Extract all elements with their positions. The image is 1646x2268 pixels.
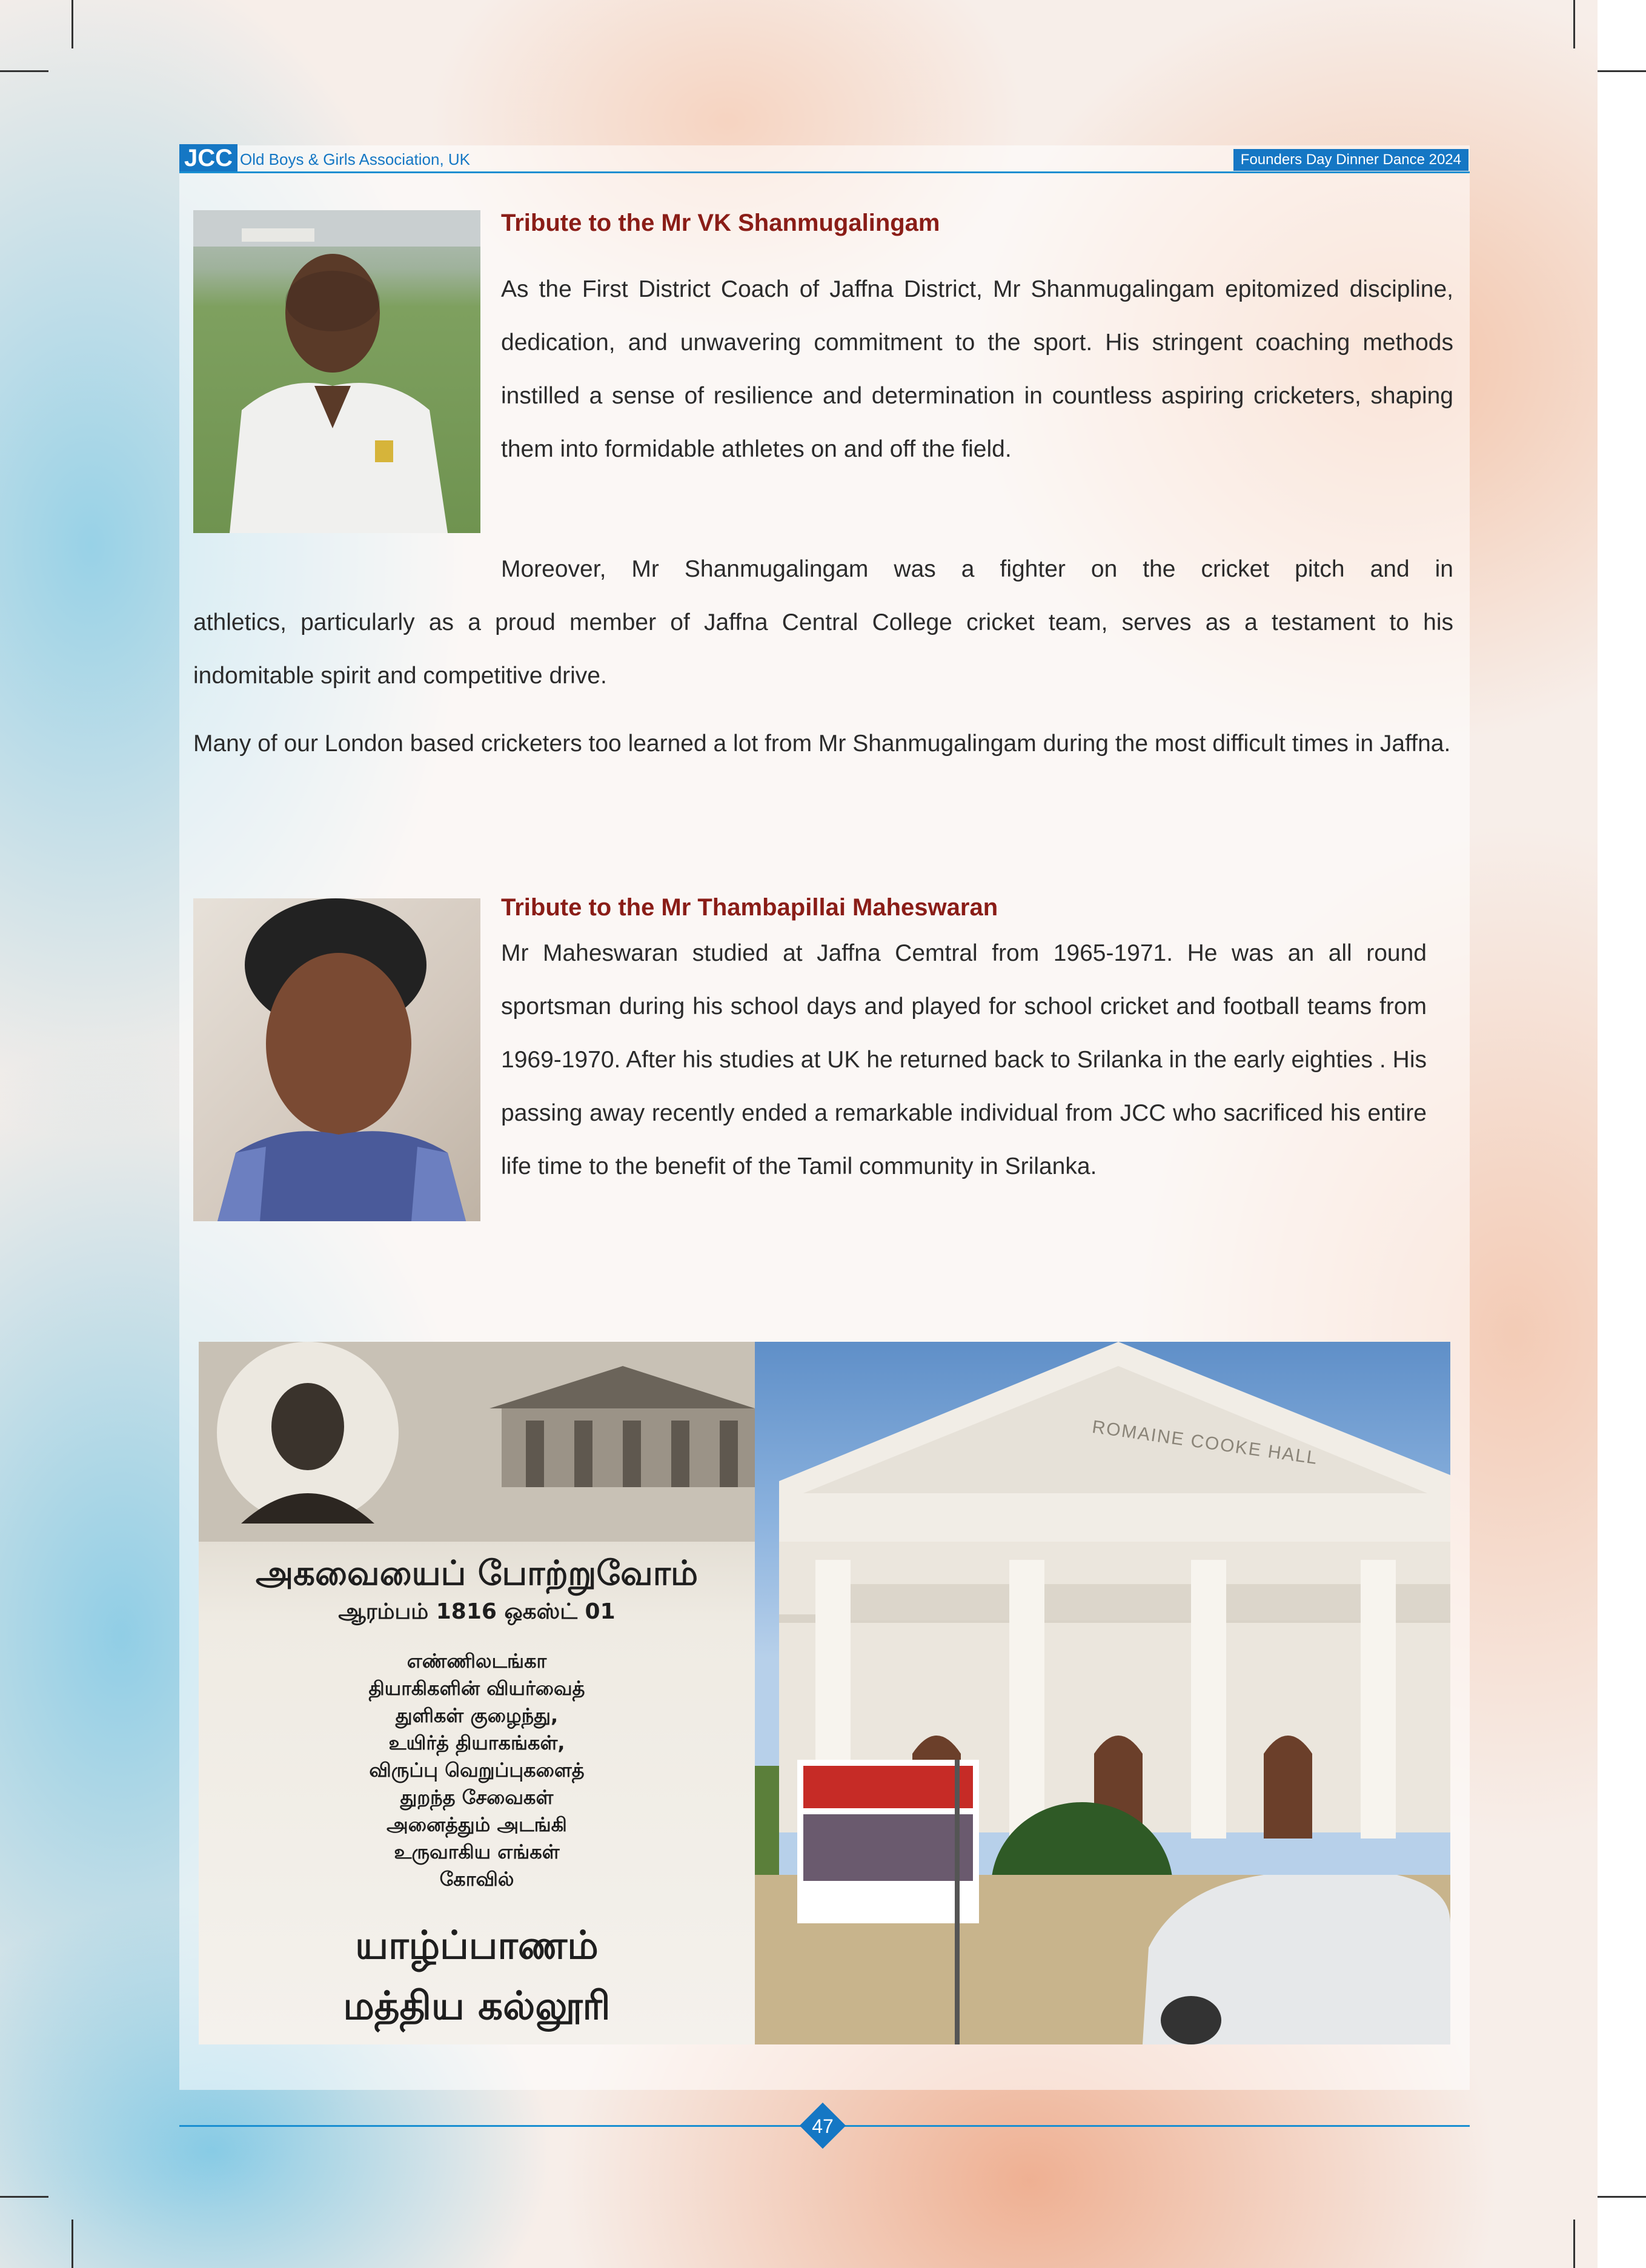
tribute-1-paragraph-2-rest: athletics, particularly as a proud member of Jaffna Central College cricket team, serves as a testament to his indomitable spirit and competitive drive. [193,609,1453,689]
poster-verse-line: எண்ணிலடங்கா [407,1650,547,1673]
poster-verse-line: துறந்த சேவைகள் [400,1786,554,1809]
event-badge: Founders Day Dinner Dance 2024 [1233,149,1468,171]
poster-verse [199,1648,755,1893]
crop-mark [1573,2220,1575,2268]
poster-founded: ஆரம்பம் 1816 ஒகஸ்ட் 01 [338,1599,616,1624]
crop-mark [1573,0,1575,48]
crop-mark [1598,2196,1646,2198]
poster-verse-line: கோவில் [439,1868,514,1891]
poster-school-line-2: மத்திய கல்லூரி [343,1984,611,2029]
crop-mark [1598,70,1646,72]
tribute-1-paragraph-1: As the First District Coach of Jaffna District, Mr Shanmugalingam epitomized discipline, dedication, and unwavering commitment to the sport. His stringent coaching methods instilled a sense of resilience and determination in countless aspiring cricketers, shaping them into formidable athletes on and off the field. [501,276,1453,462]
jaffna-central-college-poster [199,1342,755,2044]
page-margin [1598,0,1646,2268]
jcc-badge: JCC [179,144,237,172]
poster-verse-line: உயிர்த் தியாகங்கள், [388,1731,565,1754]
poster-verse-line: அனைத்தும் அடங்கி [387,1813,567,1836]
poster-school-line-1: யாழ்ப்பாணம் [355,1923,599,1968]
page-number: 47 [812,2115,834,2137]
header-divider [179,171,1470,173]
poster-heading: அகவையைப் போற்றுவோம் [255,1554,699,1593]
building-sign: ROMAINE COOKE HALL [1090,1416,1319,1469]
romaine-cooke-hall-photo [755,1342,1450,2044]
poster-verse-line: துளிகள் குழைந்து, [395,1704,559,1727]
crop-mark [71,2220,73,2268]
poster-verse-line: தியாகிகளின் வியர்வைத் [368,1677,585,1700]
poster-verse-line: விருப்பு வெறுப்புகளைத் [369,1759,585,1782]
tribute-1-paragraph-3: Many of our London based cricketers too learned a lot from Mr Shanmugalingam during the most difficult times in Jaffna. [193,731,1451,757]
crop-mark [0,2196,48,2198]
tribute-1-title: Tribute to the Mr VK Shanmugalingam [501,210,940,236]
portrait-photo-maheswaran [193,898,480,1221]
association-name: Old Boys & Girls Association, UK [240,150,471,168]
portrait-photo-shanmugalingam [193,210,480,533]
poster-verse-line: உருவாகிய எங்கள் [394,1840,560,1863]
crop-mark [0,70,48,72]
tribute-2-title: Tribute to the Mr Thambapillai Maheswaran [501,894,998,921]
tribute-2-paragraph: Mr Maheswaran studied at Jaffna Cemtral from 1965-1971. He was an all round sportsman during his school days and played for school cricket and football teams from 1969-1970. After his studies at UK he returned back to Srilanka in the early eighties . His passing away recently ended a remarkable individual from JCC who sacrificed his entire life time to the benefit of the Tamil community in Srilanka. [501,940,1427,1179]
crop-mark [71,0,73,48]
tribute-1-paragraph-2-first: Moreover, Mr Shanmugalingam was a fighter on the cricket pitch and in [501,556,1453,582]
